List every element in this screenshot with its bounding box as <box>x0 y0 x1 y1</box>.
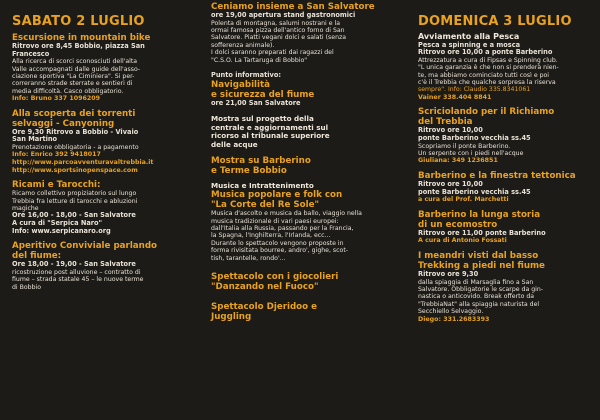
saturday-column <box>0 0 196 420</box>
event-meeting: Francesco <box>12 49 50 58</box>
event-organizer: A cura di "Serpica Naro" <box>12 219 103 227</box>
text-line: Ricamo collettivo propiziatorio sul lungo <box>12 190 137 198</box>
event-description <box>12 190 188 212</box>
event-contact: Info: Enrico 392 9418017 <box>12 151 101 159</box>
event-title: Aperitivo Conviviale parlando <box>12 241 158 252</box>
event-meeting: ponte Barberino vecchia ss.45 <box>418 187 531 196</box>
event-title: Avviamento alla Pesca <box>418 32 520 41</box>
event-meeting: Ore 9,30 Ritrovo a Bobbio - Vivaio <box>12 127 139 136</box>
event-title: I meandri visti dal basso <box>418 250 539 261</box>
event-description: Prenotazione obbligatoria - a pagamento <box>12 144 139 151</box>
event-dinner <box>211 2 393 64</box>
event-barberino-exhibition <box>211 156 393 176</box>
event-title: "Danzando nel Fuoco" <box>211 282 319 293</box>
event-meeting: Ritrovo ore 9,30 <box>418 269 479 278</box>
event-fishing <box>418 33 592 101</box>
event-meeting: Pesca a spinning e a mosca <box>418 40 521 49</box>
event-aperitivo <box>12 241 188 291</box>
event-meeting: Ritrovo ore 10,00 a ponte Barberino <box>418 48 553 57</box>
event-ricami-tarocchi <box>12 180 188 235</box>
event-title: delle acque <box>211 140 258 149</box>
event-title: Mostra su Barberino <box>211 155 311 166</box>
text-line: Salvatore. Obbligatorie le scarpe da gin- <box>418 285 544 293</box>
event-meeting: ore 19,00 apertura stand gastronomici <box>211 11 356 19</box>
day-heading: SABATO 2 LUGLIO <box>12 14 145 29</box>
event-tectonic-window <box>418 171 592 204</box>
event-title: Trekking a piedi nel fiume <box>418 260 545 271</box>
event-title: Navigabilità <box>211 79 271 90</box>
event-description <box>211 210 393 262</box>
text-line: Polenta di montagna, salumi nostrani e la <box>211 19 341 27</box>
text-line: Alla ricerca di scorci sconosciuti dell'alta <box>12 58 138 66</box>
event-title: "La Corte del Re Sole" <box>211 200 319 211</box>
event-djeridoo <box>211 302 393 322</box>
event-scriciolando <box>418 107 592 165</box>
text-line: Valle accompagnati dalle guide dell'asso- <box>12 65 141 73</box>
event-meeting: Ritrovo ore 8,45 Bobbio, piazza San <box>12 42 145 50</box>
event-organizer: A cura di Antonio Fossati <box>418 237 507 245</box>
event-ecomostro <box>418 210 592 245</box>
event-mountain-bike <box>12 33 188 103</box>
text-line: la Spagna, l'Inghilterra, l'Irlanda, ecc... <box>211 232 331 240</box>
event-organizer: a cura del Prof. Marchetti <box>418 196 509 204</box>
event-trekking <box>418 251 592 323</box>
event-title: Spettacolo con i giocolieri <box>211 272 339 283</box>
text-line: di Bobbio <box>12 283 42 291</box>
event-music <box>211 182 393 262</box>
event-description <box>12 58 188 95</box>
text-line: tish, tarantelle, rondo'... <box>211 254 286 262</box>
event-meeting: Ore 18,00 - 19,00 - San Salvatore <box>12 260 136 269</box>
event-title: Barberino e la finestra tettonica <box>418 171 576 181</box>
event-contact: Info: Bruno 337 1096209 <box>12 95 100 103</box>
day-heading: DOMENICA 3 LUGLIO <box>418 14 572 29</box>
event-title: Scriciolando per il Richiamo <box>418 107 555 118</box>
text-line: Un serpente con i piedi nell'acque <box>418 150 524 157</box>
event-title: Mostra sul progetto della <box>211 114 314 124</box>
event-exhibition <box>211 115 393 149</box>
text-line: dall'Italia alla Russia, passando per la Francia, <box>211 225 354 232</box>
event-title: ricorso al tribunale superiore <box>211 131 330 141</box>
event-title: Ceniamo insieme a San Salvatore <box>211 2 375 12</box>
event-canyoning <box>12 109 188 174</box>
text-line: "L unica garanzia è che non si prenderà nien- <box>418 64 559 72</box>
event-title: Musica popolare e folk con <box>211 190 343 201</box>
event-title: del fiume: <box>12 251 62 262</box>
text-line: media difficoltà. Casco obbligatorio. <box>12 87 124 95</box>
event-title: Ricami e Tarocchi: <box>12 180 101 191</box>
text-line: fiume – strada statale 45 – le nuove terme <box>12 276 144 284</box>
text-line: Secchiello Selvaggio. <box>418 308 484 316</box>
sunday-column <box>406 0 600 420</box>
event-title: Escursione in mountain bike <box>12 33 151 43</box>
event-description <box>12 269 188 291</box>
evening-column <box>203 0 399 420</box>
text-line: sofferenza animale). <box>211 41 275 49</box>
event-meeting: ponte Barberino vecchia ss.45 <box>418 134 531 142</box>
text-line: Musica d'ascolto e musica da ballo, viaggio nella <box>211 210 362 218</box>
event-title: Juggling <box>211 312 252 323</box>
event-meeting: ore 21,00 San Salvatore <box>211 98 301 107</box>
event-description <box>418 143 592 158</box>
text-line: Trebbia fra letture di tarocchi e abluzioni <box>12 197 138 205</box>
text-line: musica tradizionale di vari paesi europei: <box>211 217 339 225</box>
event-label: Punto informativo: <box>211 71 282 80</box>
event-info-point <box>211 72 393 107</box>
event-contact: Vainer 338.404 8841 <box>418 93 492 101</box>
event-title: centrale e aggiornamenti sul <box>211 122 329 132</box>
event-description <box>211 20 393 64</box>
event-meeting: Ritrovo ore 10,00 <box>418 180 483 188</box>
text-line: Durante lo spettacolo vengono proposte in <box>211 239 344 247</box>
text-line: ricostruzione post alluvione – contratto di <box>12 268 141 276</box>
event-contact: Info: www.serpicanaro.org <box>12 226 111 235</box>
text-line: Attrezzatura a cura di Fipsas e Spinning club. <box>418 56 558 64</box>
text-line: nastica o anticovido. Break offerto da <box>418 293 535 301</box>
event-link[interactable]: http://www.sportsinopenspace.com <box>12 166 138 174</box>
event-description <box>418 279 592 316</box>
text-line: ormai famosa pizza dell'antico forno di San <box>211 27 345 34</box>
event-title: selvaggi - Canyoning <box>12 118 115 129</box>
text-line: dalla spiaggia di Marsaglia fino a San <box>418 278 534 286</box>
text-line: magiche <box>12 205 39 212</box>
text-line: c'è il Trebbia che qualche sorpresa la riserva <box>418 79 556 86</box>
event-label: Musica e Intrattenimento <box>211 180 314 190</box>
event-meeting: San Martino <box>12 135 58 144</box>
event-meeting: Ore 16,00 - 18,00 - San Salvatore <box>12 211 136 220</box>
event-link[interactable]: http://www.parcoavventuravaltrebbia.it <box>12 159 154 166</box>
event-title: di un ecomostro <box>418 219 498 230</box>
event-title: Spettacolo Djeridoo e <box>211 302 318 313</box>
text-line: forma rivisitata bourree, andro', gighe, scot- <box>211 247 348 255</box>
text-line: I dolci saranno preparati dai ragazzi del <box>211 49 334 57</box>
event-meeting: Ritrovo ore 11,00 ponte Barberino <box>418 228 546 237</box>
text-line: sempre". Info: Claudio 335.8341061 <box>418 86 531 94</box>
event-contact: Diego: 331.2683393 <box>418 315 490 323</box>
event-description <box>418 57 592 94</box>
text-line: te, ma abbiamo cominciato tutti così e poi <box>418 71 550 79</box>
text-line: "C.S.O. La Tartaruga di Bobbio" <box>211 56 308 64</box>
event-meeting: Ritrovo ore 10,00 <box>418 126 483 135</box>
event-title: Barberino la lunga storia <box>418 209 541 220</box>
text-line: ciazione sportiva "La Ciminiera". Si per- <box>12 73 135 80</box>
text-line: Salvatore. Piatti vegani dolci e salati (senza <box>211 34 347 42</box>
event-contact: Giuliana: 349 1236851 <box>418 157 498 165</box>
text-line: "TrebbiaNat" alla spiaggia naturista del <box>418 300 540 308</box>
text-line: Scopriamo il ponte Barberino. <box>418 142 511 150</box>
event-jugglers <box>211 272 393 292</box>
text-line: correranno strade sterrate e sentieri di <box>12 80 133 88</box>
event-title: del Trebbia <box>418 117 473 128</box>
event-title: e sicurezza del fiume <box>211 89 315 100</box>
event-title: Alla scoperta dei torrenti <box>12 108 136 119</box>
event-title: e Terme Bobbio <box>211 165 287 176</box>
